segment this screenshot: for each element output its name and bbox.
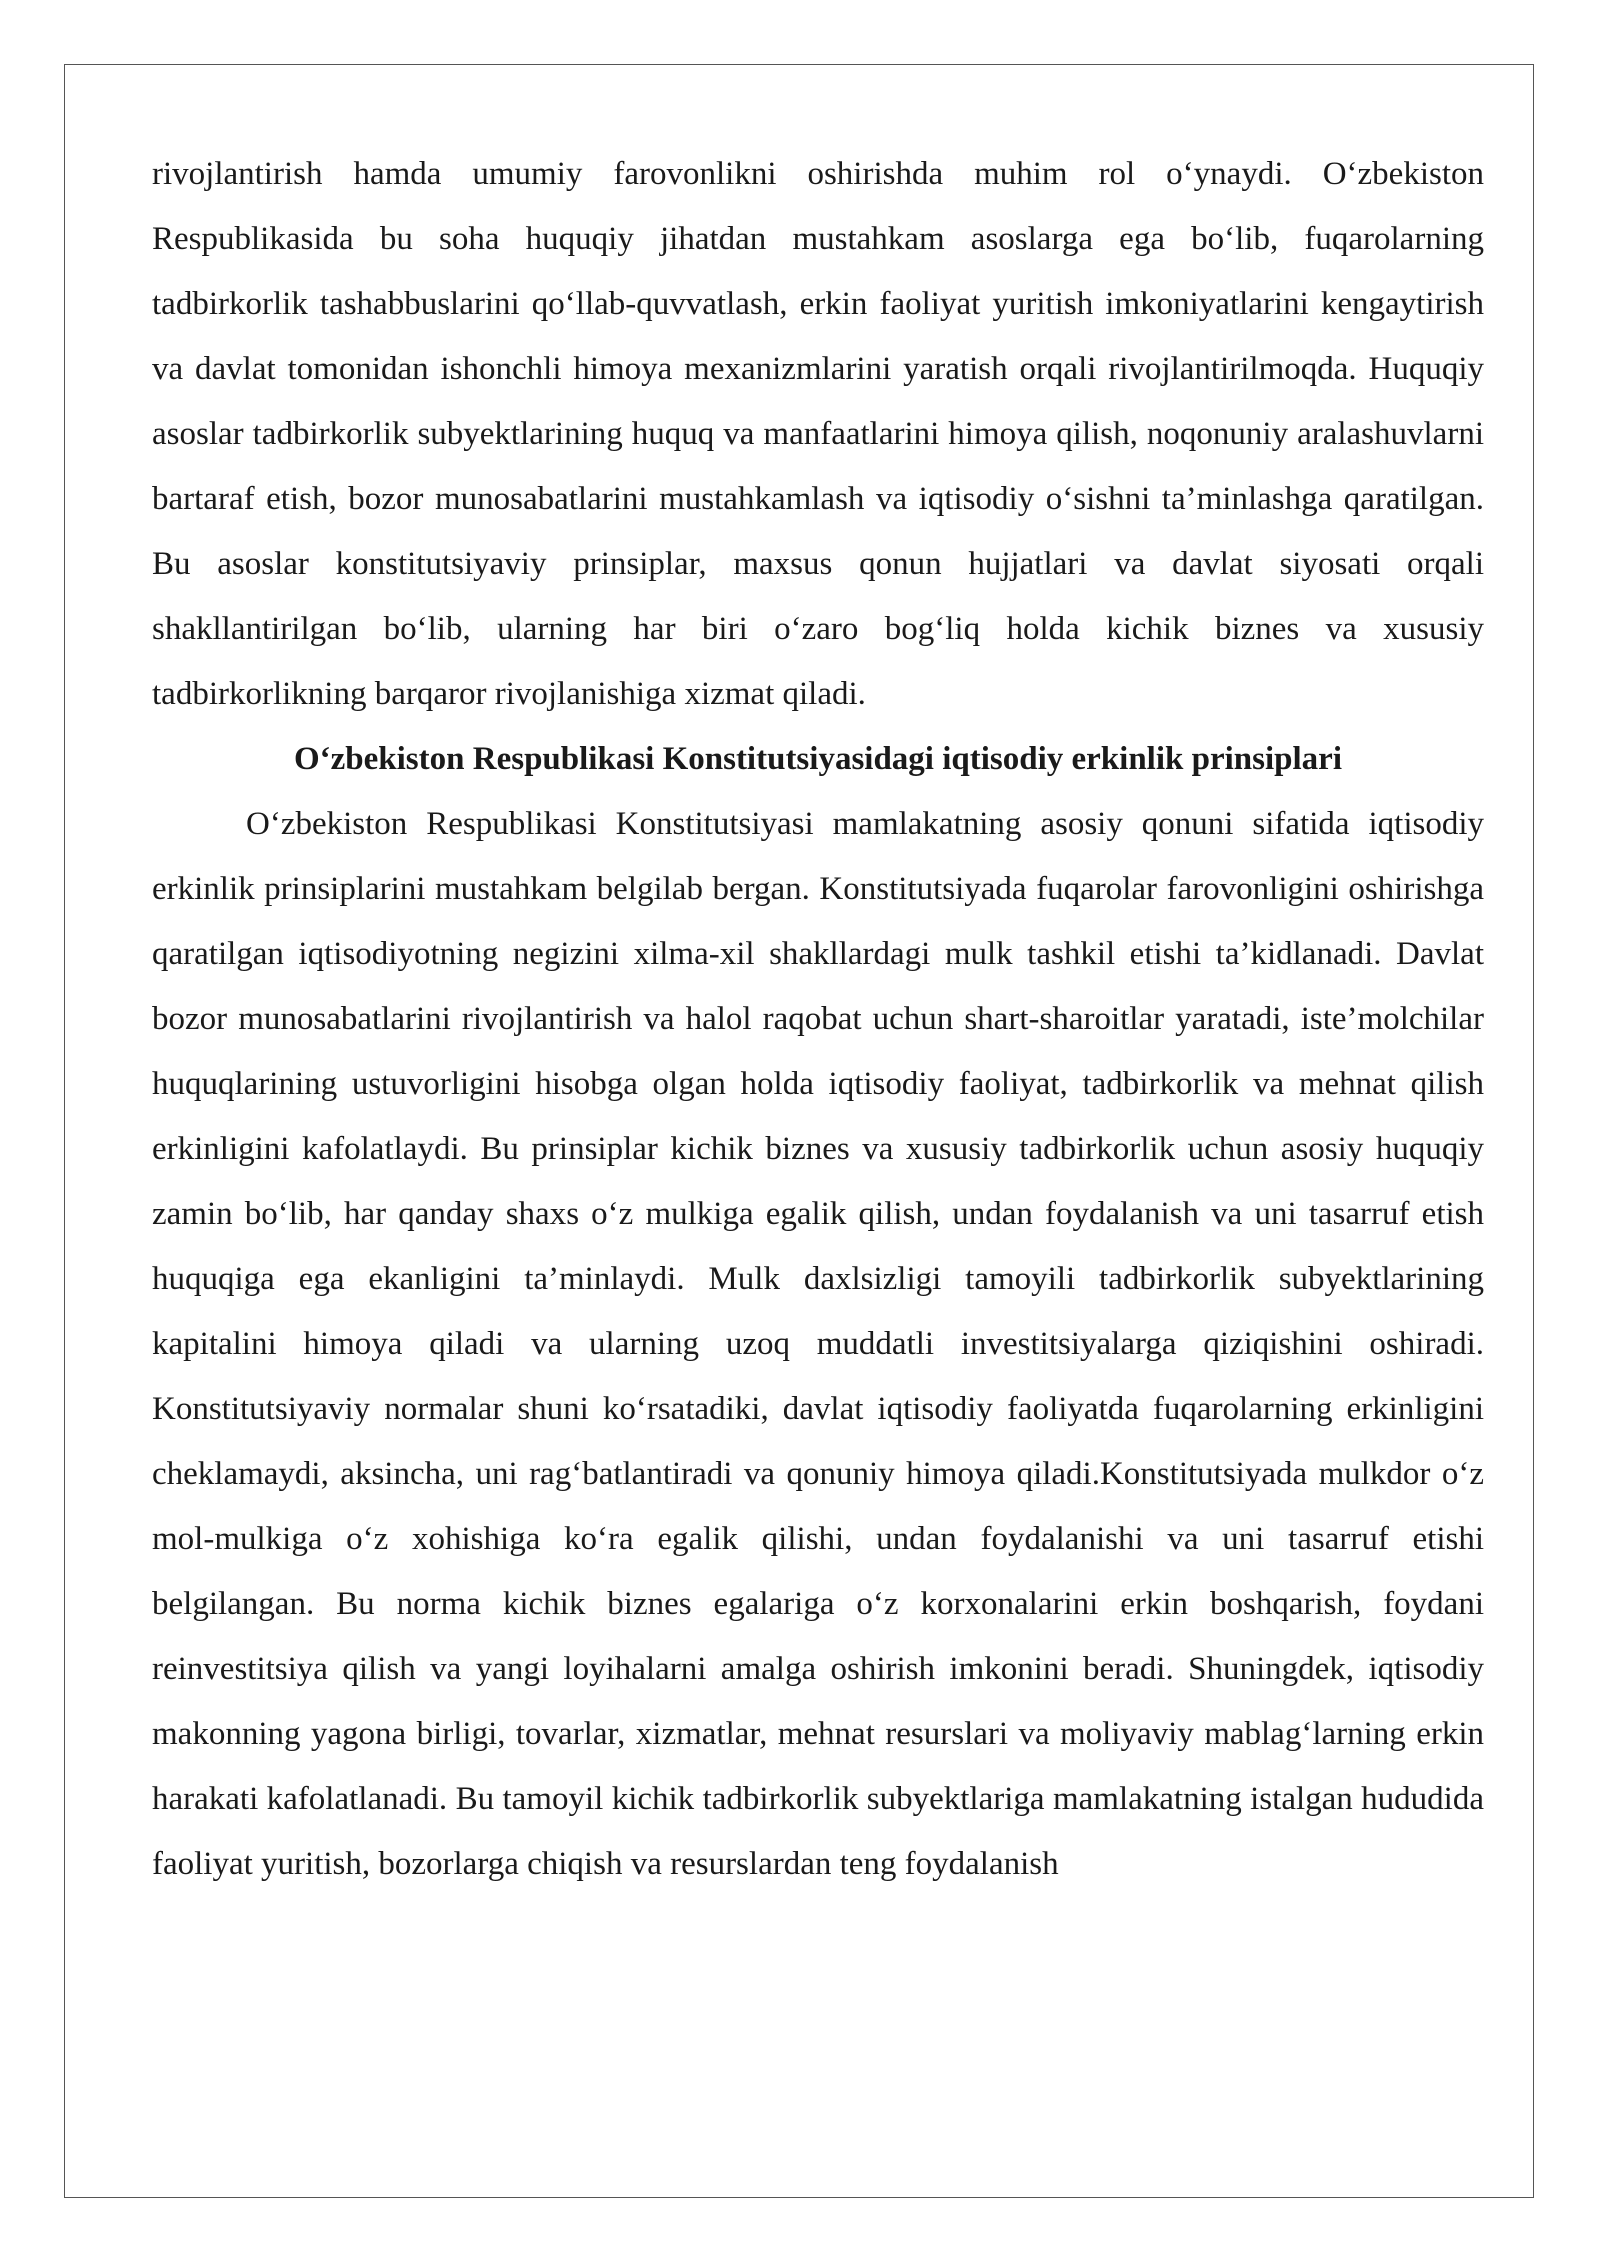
- section-heading: O‘zbekiston Respublikasi Konstitutsiyasidagi iqtisodiy erkinlik prinsiplari: [293, 741, 1342, 777]
- paragraph-constitution: O‘zbekiston Respublikasi Konstitutsiyasi mamlakatning asosiy qonuni sifatida iqtisodiy erkinlik prinsiplarini mustahkam belgilab bergan. Konstitutsiyada fuqarolar farovonligini oshirishga qaratilgan iqtisodiyotning negizini xilma-xil shakllardagi mulk tashkil etishi ta’kidlanadi. Davlat bozor munosabatlarini rivojlantirish va halol raqobat uchun shart-sharoitlar yaratadi, iste’molchilar huquqlarining ustuvorligini hisobga olgan holda iqtisodiy faoliyat, tadbirkorlik va mehnat qilish erkinligini kafolatlaydi. Bu prinsiplar kichik biznes va xususiy tadbirkorlik uchun asosiy huquqiy zamin bo‘lib, har qanday shaxs o‘z mulkiga egalik qilish, undan foydalanish va uni tasarruf etish huquqiga ega ekanligini ta’minlaydi. Mulk daxlsizligi tamoyili tadbirkorlik subyektlarining kapitalini himoya qiladi va ularning uzoq muddatli investitsiyalarga qiziqishini oshiradi. Konstitutsiyaviy normalar shuni ko‘rsatadiki, davlat iqtisodiy faoliyatda fuqarolarning erkinligini cheklamaydi, aksincha, uni rag‘batlantiradi va qonuniy himoya qiladi.Konstitutsiyada mulkdor o‘z mol-mulkiga o‘z xohishiga ko‘ra egalik qilishi, undan foydalanishi va uni tasarruf etishi belgilangan. Bu norma kichik biznes egalariga o‘z korxonalarini erkin boshqarish, foydani reinvestitsiya qilish va yangi loyihalarni amalga oshirish imkonini beradi. Shuningdek, iqtisodiy makonning yagona birligi, tovarlar, xizmatlar, mehnat resurslari va moliyaviy mablag‘larning erkin harakati kafolatlanadi. Bu tamoyil kichik tadbirkorlik subyektlariga mamlakatning istalgan hududida faoliyat yuritish, bozorlarga chiqish va resurslardan teng foydalanish: [152, 806, 1484, 1882]
- paragraph-intro: rivojlantirish hamda umumiy farovonlikni oshirishda muhim rol o‘ynaydi. O‘zbekiston Respublikasida bu soha huquqiy jihatdan mustahkam asoslarga ega bo‘lib, fuqarolarning tadbirkorlik tashabbuslarini qo‘llab-quvvatlash, erkin faoliyat yuritish imkoniyatlarini kengaytirish va davlat tomonidan ishonchli himoya mexanizmlarini yaratish orqali rivojlantirilmoqda. Huquqiy asoslar tadbirkorlik subyektlarining huquq va manfaatlarini himoya qilish, noqonuniy aralashuvlarni bartaraf etish, bozor munosabatlarini mustahkamlash va iqtisodiy o‘sishni ta’minlashga qaratilgan. Bu asoslar konstitutsiyaviy prinsiplar, maxsus qonun hujjatlari va davlat siyosati orqali shakllantirilgan bo‘lib, ularning har biri o‘zaro bog‘liq holda kichik biznes va xususiy tadbirkorlikning barqaror rivojlanishiga xizmat qiladi.: [152, 156, 1484, 712]
- document-body: [152, 142, 1484, 1897]
